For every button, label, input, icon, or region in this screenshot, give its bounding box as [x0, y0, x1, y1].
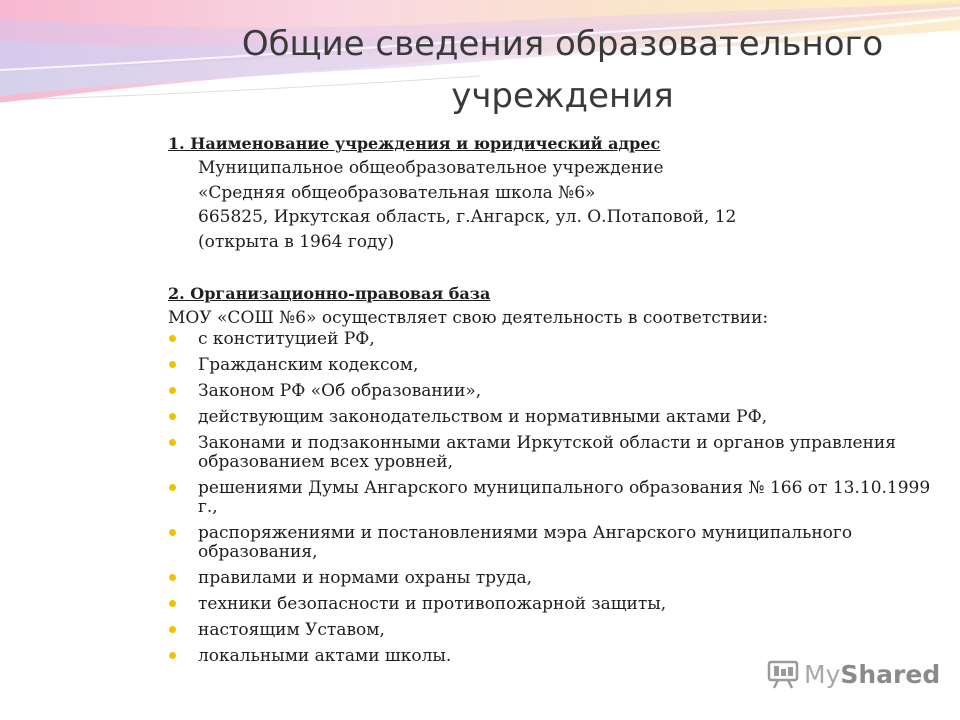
- section2-intro: МОУ «СОШ №6» осуществляет свою деятельность в соответствии:: [168, 308, 769, 328]
- section1-line: «Средняя общеобразовательная школа №6»: [198, 182, 596, 203]
- bullet-icon: [169, 484, 176, 491]
- legal-basis-list: [168, 330, 950, 666]
- slide-content: [168, 132, 950, 673]
- page-title: [230, 18, 895, 122]
- bullet-icon: [169, 413, 176, 420]
- bullet-icon: [169, 387, 176, 394]
- watermark-text-shared: Shared: [840, 659, 941, 689]
- bullet-icon: [169, 574, 176, 581]
- list-item: Законами и подзаконными актами Иркутской области и органов управления образованием всех уровней,: [168, 434, 950, 472]
- list-item: Гражданским кодексом,: [168, 356, 950, 375]
- bullet-icon: [169, 600, 176, 607]
- bullet-icon: [169, 439, 176, 446]
- section1-line: 665825, Иркутская область, г.Ангарск, ул. О.Потаповой, 12: [198, 207, 737, 227]
- list-item: распоряжениями и постановлениями мэра Ангарского муниципального образования,: [168, 524, 950, 562]
- section2-heading: 2. Организационно-правовая база: [168, 284, 491, 303]
- list-item: правилами и нормами охраны труда,: [168, 569, 950, 588]
- list-item: настоящим Уставом,: [168, 621, 950, 640]
- list-item: Законом РФ «Об образовании»,: [168, 382, 950, 401]
- list-item: с конституцией РФ,: [168, 330, 950, 349]
- list-item: техники безопасности и противопожарной защиты,: [168, 595, 950, 614]
- list-item: действующим законодательством и нормативными актами РФ,: [168, 408, 950, 427]
- section1-line: Муниципальное общеобразовательное учреждение: [198, 158, 664, 178]
- bullet-icon: [169, 652, 176, 659]
- title-line-1: Общие сведения образовательного: [241, 24, 884, 64]
- list-item: решениями Думы Ангарского муниципального образования № 166 от 13.10.1999 г.,: [168, 479, 950, 517]
- bullet-icon: [169, 335, 176, 342]
- list-item: локальными актами школы.: [168, 647, 950, 666]
- presentation-board-icon: [766, 658, 800, 690]
- bullet-icon: [169, 361, 176, 368]
- bullet-icon: [169, 626, 176, 633]
- bullet-icon: [169, 529, 176, 536]
- title-line-2: учреждения: [451, 76, 674, 116]
- watermark-text-my: My: [804, 659, 841, 689]
- section1-heading: 1. Наименование учреждения и юридический адрес: [168, 134, 661, 153]
- section1-line: (открыта в 1964 году): [198, 231, 395, 252]
- watermark-logo: [766, 656, 940, 692]
